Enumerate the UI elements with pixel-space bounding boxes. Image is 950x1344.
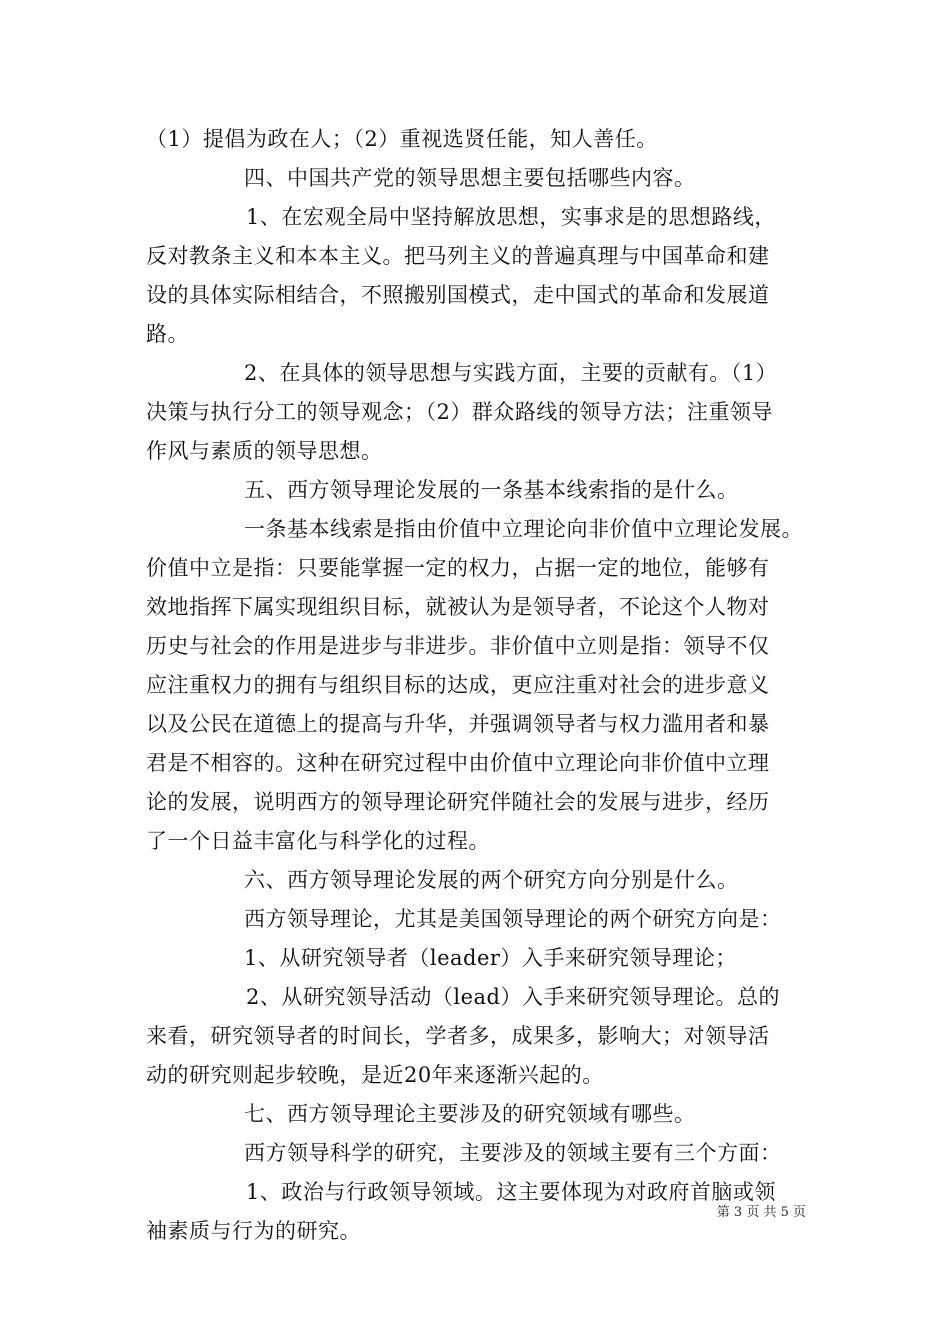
text-line: 论的发展，说明西方的领导理论研究伴随社会的发展与进步，经历 (146, 790, 770, 814)
text-line: 1、在宏观全局中坚持解放思想，实事求是的思想路线， (246, 205, 776, 229)
text-line: 了一个日益丰富化与科学化的过程。 (146, 829, 490, 853)
body-text (146, 120, 814, 1251)
text-line: 以及公民在道德上的提高与升华，并强调领导者与权力滥用者和暴 (146, 712, 770, 736)
text-line: 动的研究则起步较晚，是近20年来逐渐兴起的。 (146, 1063, 604, 1087)
text-line: 效地指挥下属实现组织目标，就被认为是领导者，不论这个人物对 (146, 595, 770, 619)
text-line: 设的具体实际相结合，不照搬别国模式，走中国式的革命和发展道 (146, 283, 770, 307)
text-line: 1、从研究领导者（leader）入手来研究领导理论； (244, 946, 737, 970)
page-number-footer: 第 3 页 共 5 页 (716, 1205, 806, 1220)
text-line: 历史与社会的作用是进步与非进步。非价值中立则是指：领导不仅 (146, 634, 770, 658)
text-line: 反对教条主义和本本主义。把马列主义的普遍真理与中国革命和建 (146, 244, 770, 268)
text-line: 作风与素质的领导思想。 (146, 439, 383, 463)
text-line: 袖素质与行为的研究。 (146, 1219, 361, 1243)
section-heading: 七、西方领导理论主要涉及的研究领域有哪些。 (244, 1102, 696, 1126)
text-line: 君是不相容的。这种在研究过程中由价值中立理论向非价值中立理 (146, 751, 770, 775)
section-heading: 五、西方领导理论发展的一条基本线索指的是什么。 (244, 478, 739, 502)
section-heading: 六、西方领导理论发展的两个研究方向分别是什么。 (244, 868, 739, 892)
text-line: 一条基本线索是指由价值中立理论向非价值中立理论发展。 (244, 517, 803, 541)
text-line: （1）提倡为政在人；（2）重视选贤任能，知人善任。 (146, 127, 658, 151)
text-line: 1、政治与行政领导领域。这主要体现为对政府首脑或领 (246, 1180, 776, 1204)
text-line: 路。 (146, 322, 189, 346)
text-line: 决策与执行分工的领导观念；（2）群众路线的领导方法；注重领导 (146, 400, 773, 424)
text-line: 2、在具体的领导思想与实践方面，主要的贡献有。（1） (244, 361, 778, 385)
text-line: 2、从研究领导活动（lead）入手来研究领导理论。总的 (246, 985, 780, 1009)
text-line: 来看，研究领导者的时间长，学者多，成果多，影响大；对领导活 (146, 1024, 770, 1048)
text-line: 西方领导理论，尤其是美国领导理论的两个研究方向是： (244, 907, 782, 931)
text-line: 西方领导科学的研究，主要涉及的领域主要有三个方面： (244, 1141, 782, 1165)
section-heading: 四、中国共产党的领导思想主要包括哪些内容。 (244, 166, 696, 190)
text-line: 价值中立是指：只要能掌握一定的权力，占据一定的地位，能够有 (146, 556, 770, 580)
text-line: 应注重权力的拥有与组织目标的达成，更应注重对社会的进步意义 (146, 673, 770, 697)
